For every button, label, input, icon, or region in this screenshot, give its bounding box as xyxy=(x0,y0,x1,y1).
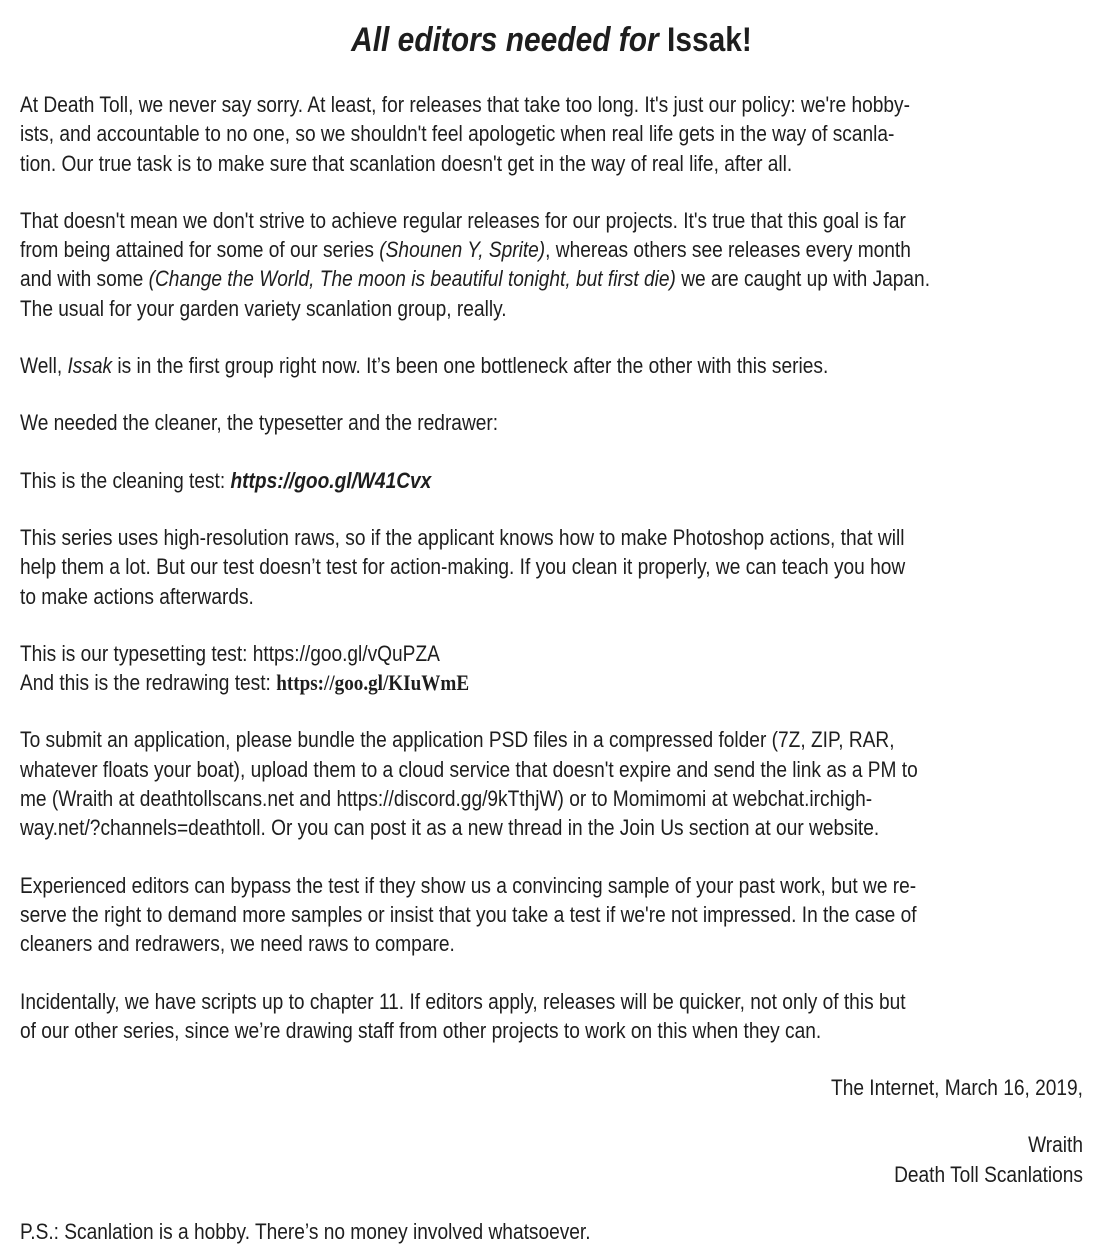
text-run: is in the first group right now. It’s been one bottleneck after the other with this series. xyxy=(112,353,829,379)
paragraph-typesetting-redrawing-tests xyxy=(20,639,924,698)
paragraph-scripts-status xyxy=(20,987,924,1046)
paragraph-intro-policy xyxy=(20,90,924,178)
text-run: Experienced editors can bypass the test if they show us a convincing sample of your past work, but we re- xyxy=(20,872,917,898)
text-run: https://goo.gl/W41Cvx xyxy=(230,467,432,493)
text-run: Issak xyxy=(67,353,113,379)
text-run: way.net/?channels=deathtoll. Or you can post it as a new thread in the Join Us section at our website. xyxy=(20,815,880,841)
text-run: tion. Our true task is to make sure that scanlation doesn't get in the way of real life, after all. xyxy=(20,150,793,176)
text-run: Wraith xyxy=(1028,1132,1083,1158)
text-run: https://goo.gl/KIuWmE xyxy=(276,670,470,696)
text-run: This is the cleaning test: xyxy=(20,467,231,493)
text-run: To submit an application, please bundle the application PSD files in a compressed folder (7Z, ZIP, RAR, xyxy=(20,727,895,753)
paragraph-release-goals xyxy=(20,206,931,323)
date-line xyxy=(179,1073,1083,1102)
paragraph-raws-and-actions xyxy=(20,523,924,611)
text-run: Well, xyxy=(20,353,68,379)
text-run: ists, and accountable to no one, so we shouldn't feel apologetic when real life gets in the way of scanla- xyxy=(20,121,895,147)
text-run: help them a lot. But our test doesn’t test for action-making. If you clean it properly, we can teach you how xyxy=(20,554,906,580)
text-run: whatever floats your boat), upload them to a cloud service that doesn't expire and send the link as a PM to xyxy=(20,756,918,782)
text-run: And this is the redrawing test: xyxy=(20,670,277,696)
postscript xyxy=(20,1217,924,1246)
text-run: cleaners and redrawers, we need raws to compare. xyxy=(20,931,455,957)
text-run: Incidentally, we have scripts up to chapter 11. If editors apply, releases will be quicker, not only of this but xyxy=(20,988,906,1014)
text-run: serve the right to demand more samples or insist that you take a test if we're not impressed. In the case of xyxy=(20,901,917,927)
text-run: to make actions afterwards. xyxy=(20,583,254,609)
paragraph-experienced-editors xyxy=(20,871,924,959)
text-run: , whereas others see releases every month xyxy=(545,237,911,263)
text-run: (Change the World, The moon is beautiful tonight, but first die) xyxy=(148,266,676,292)
text-run: This is our typesetting test: https://goo.gl/vQuPZA xyxy=(20,640,440,666)
page-title xyxy=(84,20,1019,60)
paragraph-cleaning-test xyxy=(20,466,924,495)
text-run: The usual for your garden variety scanlation group, really. xyxy=(20,295,507,321)
text-run: The Internet, March 16, 2019, xyxy=(831,1075,1083,1101)
text-run: of our other series, since we’re drawing staff from other projects to work on this when they can. xyxy=(20,1017,822,1043)
text-run: and with some xyxy=(20,266,149,292)
document-body xyxy=(20,90,1083,1246)
text-run: This series uses high-resolution raws, so if the applicant knows how to make Photoshop actions, that will xyxy=(20,524,905,550)
signature xyxy=(179,1130,1083,1189)
paragraph-issak-status xyxy=(20,351,924,380)
paragraph-roles-needed xyxy=(20,408,924,437)
text-run: At Death Toll, we never say sorry. At least, for releases that take too long. It's just our policy: we're hobby- xyxy=(20,92,910,117)
text-run: We needed the cleaner, the typesetter and the redrawer: xyxy=(20,410,499,436)
text-run: me (Wraith at deathtollscans.net and https://discord.gg/9kTthjW) or to Momimomi at webchat.irchigh- xyxy=(20,786,873,812)
text-run: That doesn't mean we don't strive to achieve regular releases for our projects. It's true that this goal is far xyxy=(20,207,906,233)
text-run: P.S.: Scanlation is a hobby. There’s no money involved whatsoever. xyxy=(20,1219,591,1245)
text-run: All editors needed for xyxy=(351,21,668,59)
paragraph-application-submission xyxy=(20,725,924,842)
text-run: from being attained for some of our series xyxy=(20,237,380,263)
text-run: (Shounen Y, Sprite) xyxy=(379,237,546,263)
text-run: Issak! xyxy=(667,21,752,59)
text-run: we are caught up with Japan. xyxy=(675,266,931,292)
text-run: Death Toll Scanlations xyxy=(894,1161,1083,1187)
